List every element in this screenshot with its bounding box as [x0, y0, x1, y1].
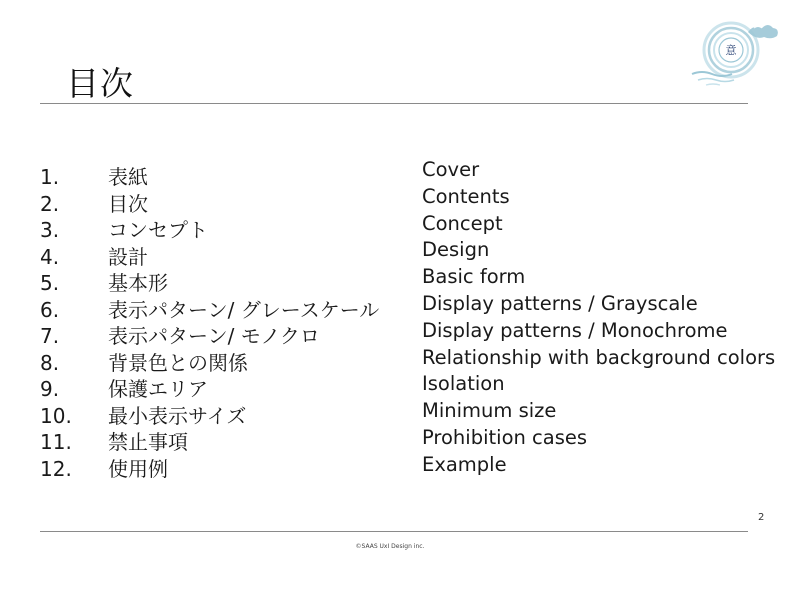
toc-english-list: [422, 157, 775, 479]
toc-label-jp: 表紙: [108, 165, 148, 189]
toc-item: [40, 164, 379, 191]
toc-item: [40, 191, 379, 218]
toc-number: 8.: [40, 350, 60, 375]
toc-label-en: Cover: [422, 158, 480, 181]
toc-number: 12.: [40, 456, 72, 481]
toc-label-en: Isolation: [422, 372, 505, 396]
toc-number: 1.: [40, 165, 60, 189]
toc-label-en: Contents: [422, 184, 510, 208]
toc-label-en: Design: [422, 238, 490, 262]
toc-label-jp: 使用例: [108, 456, 168, 481]
toc-label-jp: 表示パターン/ モノクロ: [108, 324, 320, 348]
toc-item: [40, 403, 379, 430]
toc-label-en: Display patterns / Grayscale: [422, 291, 698, 315]
page-number: 2: [758, 512, 765, 523]
toc-label-en: Example: [422, 452, 507, 476]
logo-char: 意: [725, 44, 737, 57]
footer-divider: [40, 531, 748, 532]
copyright-text: ©SAAS UxI Design inc.: [355, 543, 425, 550]
toc-label-en: Prohibition cases: [422, 425, 588, 449]
toc-item: [40, 376, 379, 403]
toc-number: 11.: [40, 430, 72, 454]
toc-number: 10.: [40, 403, 72, 428]
toc-item: [40, 350, 379, 377]
toc-item: [40, 270, 379, 297]
toc-item: [40, 297, 379, 324]
toc-label-jp: コンセプト: [108, 218, 208, 242]
toc-number: 5.: [40, 271, 60, 295]
toc-label-en: Display patterns / Monochrome: [422, 318, 728, 342]
toc-label-jp: 表示パターン/ グレースケール: [108, 297, 380, 322]
logo-graphic: [688, 14, 780, 90]
toc-item: [40, 429, 379, 456]
toc-label-jp: 禁止事項: [108, 430, 188, 454]
toc-number: 2.: [40, 191, 60, 216]
toc-label-en: Minimum size: [422, 399, 557, 423]
toc-japanese-list: [40, 164, 379, 482]
toc-label-jp: 基本形: [108, 271, 168, 295]
toc-number: 3.: [40, 218, 60, 242]
toc-number: 6.: [40, 297, 60, 322]
toc-label-en: Relationship with background colors: [422, 345, 776, 369]
toc-label-jp: 保護エリア: [108, 377, 208, 401]
toc-number: 9.: [40, 377, 60, 401]
toc-label-en: Basic form: [422, 265, 526, 289]
toc-label-en: Concept: [422, 211, 503, 235]
toc-item: [40, 456, 379, 483]
toc-number: 4.: [40, 244, 60, 269]
toc-item: [40, 323, 379, 350]
page-title: 目次: [66, 64, 134, 103]
title-divider: [40, 103, 748, 104]
toc-label-jp: 背景色との関係: [108, 350, 248, 375]
toc-item: [40, 244, 379, 271]
toc-label-jp: 最小表示サイズ: [108, 403, 247, 428]
toc-label-jp: 目次: [108, 191, 148, 216]
toc-label-jp: 設計: [108, 244, 148, 269]
seal-wave-logo: [688, 14, 780, 90]
toc-number: 7.: [40, 324, 60, 348]
toc-item: [40, 217, 379, 244]
